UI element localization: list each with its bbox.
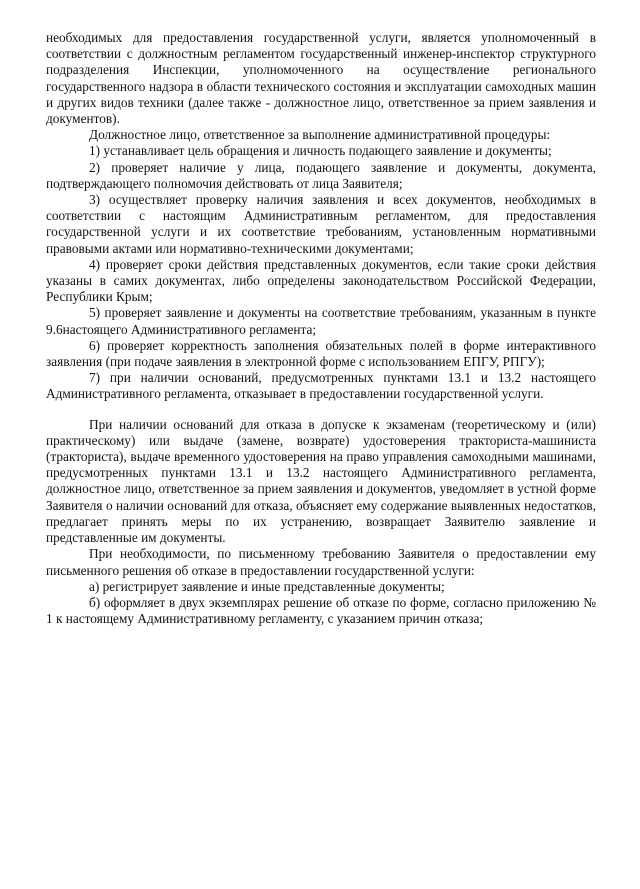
list-item-1: 1) устанавливает цель обращения и личность подающего заявление и документы; <box>89 143 552 159</box>
list-item-5: 5) проверяет заявление и документы на соответствие требованиям, указанным в пункте 9.6настоящего Административного регламента; <box>46 305 596 337</box>
paragraph-procedure-intro: Должностное лицо, ответственное за выполнение административной процедуры: <box>89 127 551 143</box>
document-page <box>46 30 596 627</box>
list-item-2: 2) проверяет наличие у лица, подающего заявление и документы, документа, подтверждающего полномочия действовать от лица Заявителя; <box>46 159 596 191</box>
list-item-3: 3) осуществляет проверку наличия заявления и всех документов, необходимых в соответствии с настоящим Административным регламентом, для предоставления государственной услуги и их соответствие требованиям, установленным нормативными правовыми актами или нормативно-техническими документами; <box>46 192 596 256</box>
list-item-7: 7) при наличии оснований, предусмотренных пунктами 13.1 и 13.2 настоящего Административного регламента, отказывает в предоставлении государственной услуги. <box>46 370 596 402</box>
paragraph-responsible-official: необходимых для предоставления государственной услуги, является уполномоченный в соответствии с должностным регламентом государственный инженер-инспектор структурного подразделения Инспекции, уполномоченного на осуществление регионального государственного надзора в области технического состояния и эксплуатации самоходных машин и других видов техники (далее также - должностное лицо, ответственное за прием заявления и документов). <box>46 30 596 127</box>
list-item-4: 4) проверяет сроки действия представленных документов, если такие сроки действия указаны в самих документах, либо определены законодательством Российской Федерации, Республики Крым; <box>46 256 596 305</box>
paragraph-written-request: При необходимости, по письменному требованию Заявителя о предоставлении ему письменного решения об отказе в предоставлении государственной услуги: <box>46 546 596 578</box>
paragraph-refusal-grounds: При наличии оснований для отказа в допуске к экзаменам (теоретическому и (или) практическому) или выдаче (замене, возврате) удостоверения тракториста-машиниста (тракториста), выдаче временного удостоверения на право управления самоходными машинами, предусмотренных пунктами 13.1 и 13.2 настоящего Административного регламента, должностное лицо, ответственное за прием заявления и документов, уведомляет в устной форме Заявителя о наличии оснований для отказа, объясняет ему содержание выявленных недостатков, предлагает принять меры по их устранению, возвращает Заявителю заявление и представленные им документы. <box>46 416 596 546</box>
list-item-6: 6) проверяет корректность заполнения обязательных полей в форме интерактивного заявления (при подаче заявления в электронной форме с использованием ЕПГУ, РПГУ); <box>46 337 596 370</box>
list-item-b: б) оформляет в двух экземплярах решение об отказе по форме, согласно приложению № 1 к настоящему Административному регламенту, с указанием причин отказа; <box>46 594 596 627</box>
list-item-a: а) регистрирует заявление и иные представленные документы; <box>89 578 445 594</box>
